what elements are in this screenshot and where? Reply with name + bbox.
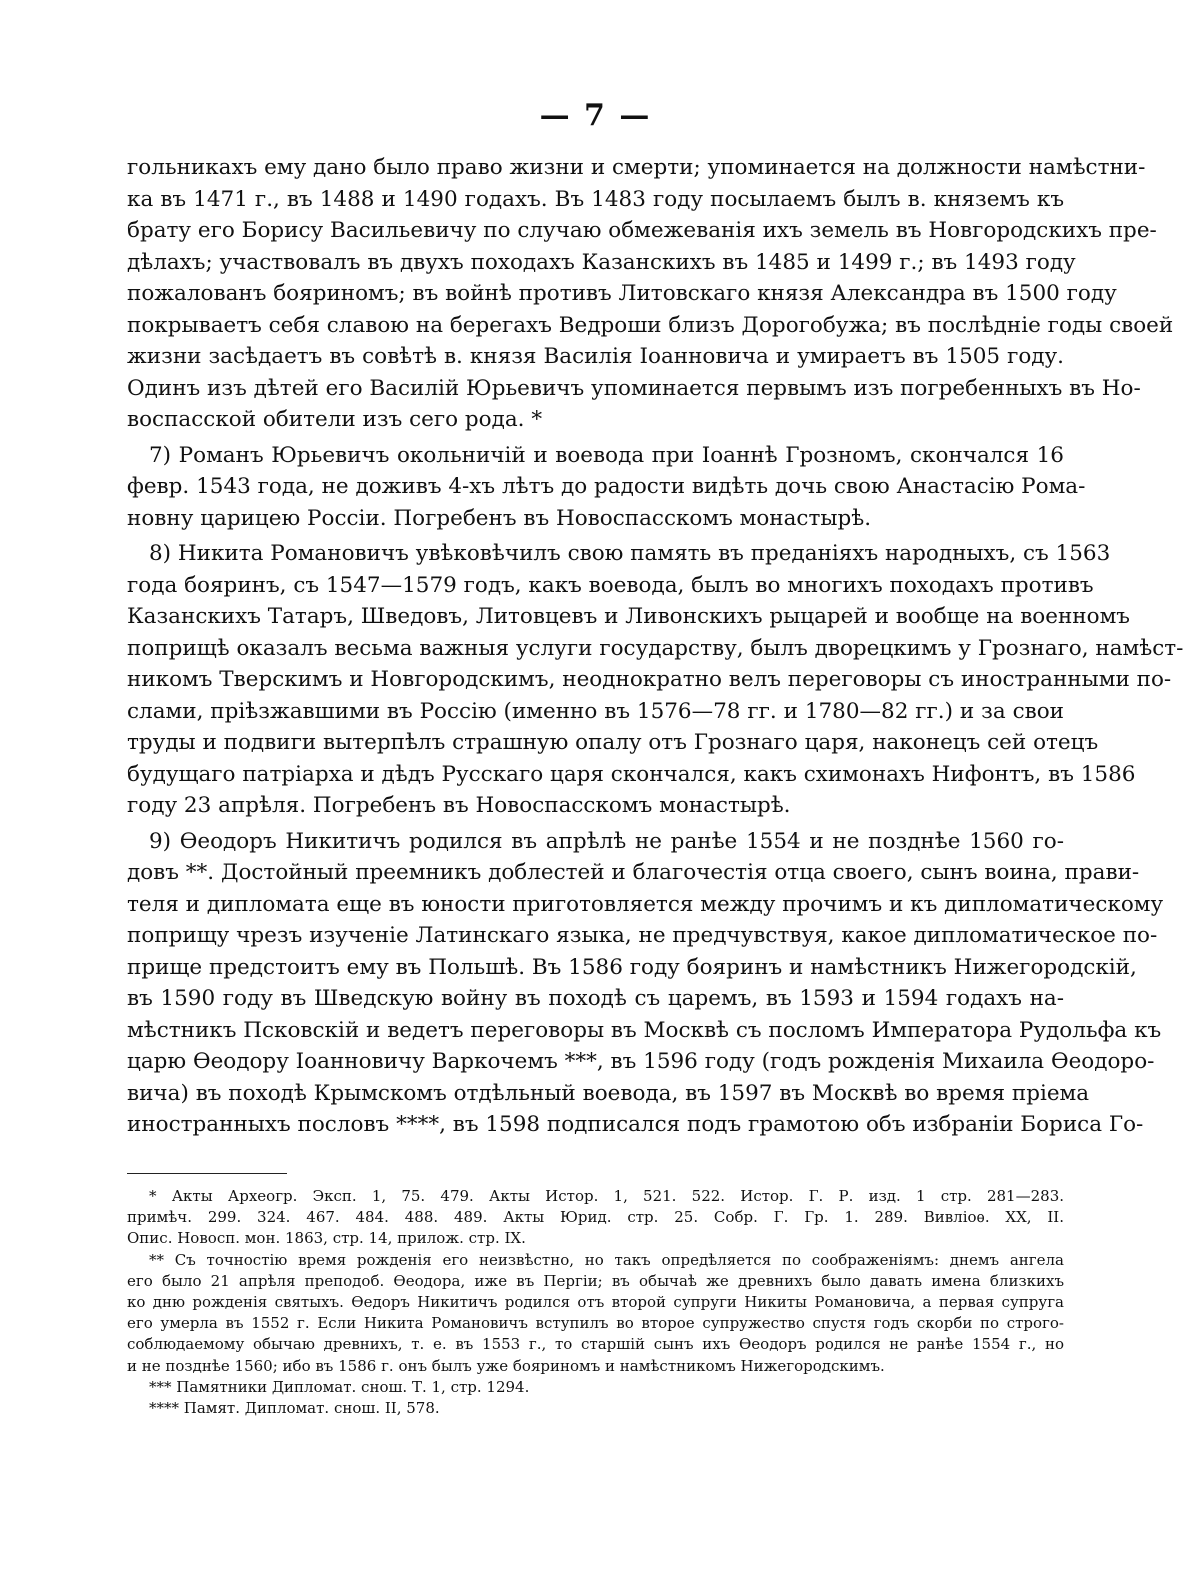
text-line: февр. 1543 года, не доживъ 4-хъ лѣтъ до радости видѣть дочь свою Анастасію Рома- [127,474,1086,499]
paragraph-8-start: 8) Никита Романовичъ увѣковѣчилъ свою память въ преданіяхъ народныхъ, съ 1563 [149,541,1111,566]
text-line: Казанскихъ Татаръ, Шведовъ, Литовцевъ и Ливонскихъ рыцарей и вообще на военномъ [127,604,1130,629]
text-line: довъ **. Достойный преемникъ доблестей и благочестія отца своего, сынъ воина, прави- [127,860,1140,885]
text-line: слами, пріѣзжавшими въ Россію (именно въ 1576—78 гг. и 1780—82 гг.) и за свои [127,698,1064,724]
paragraph-9-start: 9) Ѳеодоръ Никитичъ родился въ апрѣлѣ не ранѣе 1554 и не позднѣе 1560 го- [149,828,1064,854]
footnote-3: *** Памятники Дипломат. снош. Т. 1, стр. 1294. [149,1377,530,1396]
footnote-4: **** Памят. Дипломат. снош. II, 578. [149,1398,440,1417]
text-line: ка въ 1471 г., въ 1488 и 1490 годахъ. Въ 1483 году посылаемъ былъ в. княземъ къ [127,186,1064,212]
text-line: будущаго патріарха и дѣдъ Русскаго царя скончался, какъ схимонахъ Нифонтъ, въ 1586 [127,761,1136,787]
text-line: прище предстоитъ ему въ Польшѣ. Въ 1586 году бояринъ и намѣстникъ Нижегородскій, [127,954,1137,980]
footnote-line: его было 21 апрѣля преподоб. Ѳеодора, иже въ Пергіи; въ обычаѣ же древнихъ было давать имена близкихъ [127,1271,1064,1290]
text-line: никомъ Тверскимъ и Новгородскимъ, неоднократно велъ переговоры съ иностранными по- [127,667,1172,692]
footnote-line: примѣч. 299. 324. 467. 484. 488. 489. Акты Юрид. стр. 25. Собр. Г. Гр. 1. 289. Вивліоѳ. XX, II. [127,1208,1064,1227]
text-line: воспасской обители изъ сего рода. * [127,407,543,432]
body-text [127,152,1184,1141]
footnote-line: Опис. Новосп. мон. 1863, стр. 14, прилож. стр. IX. [127,1229,526,1248]
text-line: вича) въ походѣ Крымскомъ отдѣльный воевода, въ 1597 въ Москвѣ во время пріема [127,1080,1090,1106]
footnote-1-start: * Акты Археогр. Эксп. 1, 75. 479. Акты Истор. 1, 521. 522. Истор. Г. Р. изд. 1 стр. 281—283. [149,1187,1064,1205]
page-number: — 7 — [539,98,652,133]
text-line: поприщу чрезъ изученіе Латинскаго языка, не предчувствуя, какое дипломатическое по- [127,923,1158,948]
text-line: новну царицею Россіи. Погребенъ въ Новоспасскомъ монастырѣ. [127,505,872,531]
footnote-divider [127,1173,287,1174]
footnote-2-start: ** Съ точностію время рожденія его неизвѣстно, но такъ опредѣляется по соображеніямъ: днемъ ангела [149,1250,1064,1269]
paragraph-7-start: 7) Романъ Юрьевичъ окольничій и воевода при Іоаннѣ Грозномъ, скончался 16 [149,442,1064,468]
text-line: брату его Борису Васильевичу по случаю обмежеванія ихъ земель въ Новгородскихъ пре- [127,218,1157,243]
footnote-line: и не позднѣе 1560; ибо въ 1586 г. онъ былъ уже бояриномъ и намѣстникомъ Нижегородскимъ. [127,1356,885,1375]
text-line: гольникахъ ему дано было право жизни и смерти; упоминается на должности намѣстни- [127,155,1146,180]
text-line: иностранныхъ пословъ ****, въ 1598 подписался подъ грамотою объ избраніи Бориса Го- [127,1112,1144,1137]
text-line: въ 1590 году въ Шведскую войну въ походѣ съ царемъ, въ 1593 и 1594 годахъ на- [127,986,1064,1011]
footnote-line: ко дню рожденія святыхъ. Ѳедоръ Никитичъ родился отъ второй супруги Никиты Романовича, а первая супруга [127,1292,1064,1311]
footnote-line: соблюдаемому обычаю древнихъ, т. е. въ 1553 г., то старшій сынъ ихъ Ѳеодоръ родился не ранѣе 1554 г., но [127,1335,1064,1354]
text-line: поприщѣ оказалъ весьма важныя услуги государству, былъ дворецкимъ у Грознаго, намѣст- [127,635,1184,661]
text-line: жизни засѣдаетъ въ совѣтѣ в. князя Василія Іоанновича и умираетъ въ 1505 году. [127,344,1064,369]
text-line: царю Ѳеодору Іоанновичу Варкочемъ ***, въ 1596 году (годъ рожденія Михаила Ѳеодоро- [127,1049,1155,1074]
text-line: теля и дипломата еще въ юности приготовляется между прочимъ и къ дипломатическому [127,891,1164,917]
text-line: труды и подвиги вытерпѣлъ страшную опалу отъ Грознаго царя, наконецъ сей отецъ [127,730,1099,755]
footnote-line: его умерла въ 1552 г. Если Никита Романовичъ вступилъ во второе супружество спустя годъ скорби по строго- [127,1314,1064,1333]
text-line: пожалованъ бояриномъ; въ войнѣ противъ Литовскаго князя Александра въ 1500 году [127,281,1117,306]
text-line: Одинъ изъ дѣтей его Василій Юрьевичъ упоминается первымъ изъ погребенныхъ въ Но- [127,375,1141,401]
footnotes [127,1186,1064,1419]
text-line: дѣлахъ; участвовалъ въ двухъ походахъ Казанскихъ въ 1485 и 1499 г.; въ 1493 году [127,249,1076,275]
text-line: мѣстникъ Псковскій и ведетъ переговоры въ Москвѣ съ посломъ Императора Рудольфа къ [127,1017,1162,1043]
text-line: года бояринъ, съ 1547—1579 годъ, какъ воевода, былъ во многихъ походахъ противъ [127,572,1094,598]
text-line: году 23 апрѣля. Погребенъ въ Новоспасскомъ монастырѣ. [127,793,791,818]
text-line: покрываетъ себя славою на берегахъ Ведроши близъ Дорогобужа; въ послѣдніе годы своей [127,312,1174,338]
